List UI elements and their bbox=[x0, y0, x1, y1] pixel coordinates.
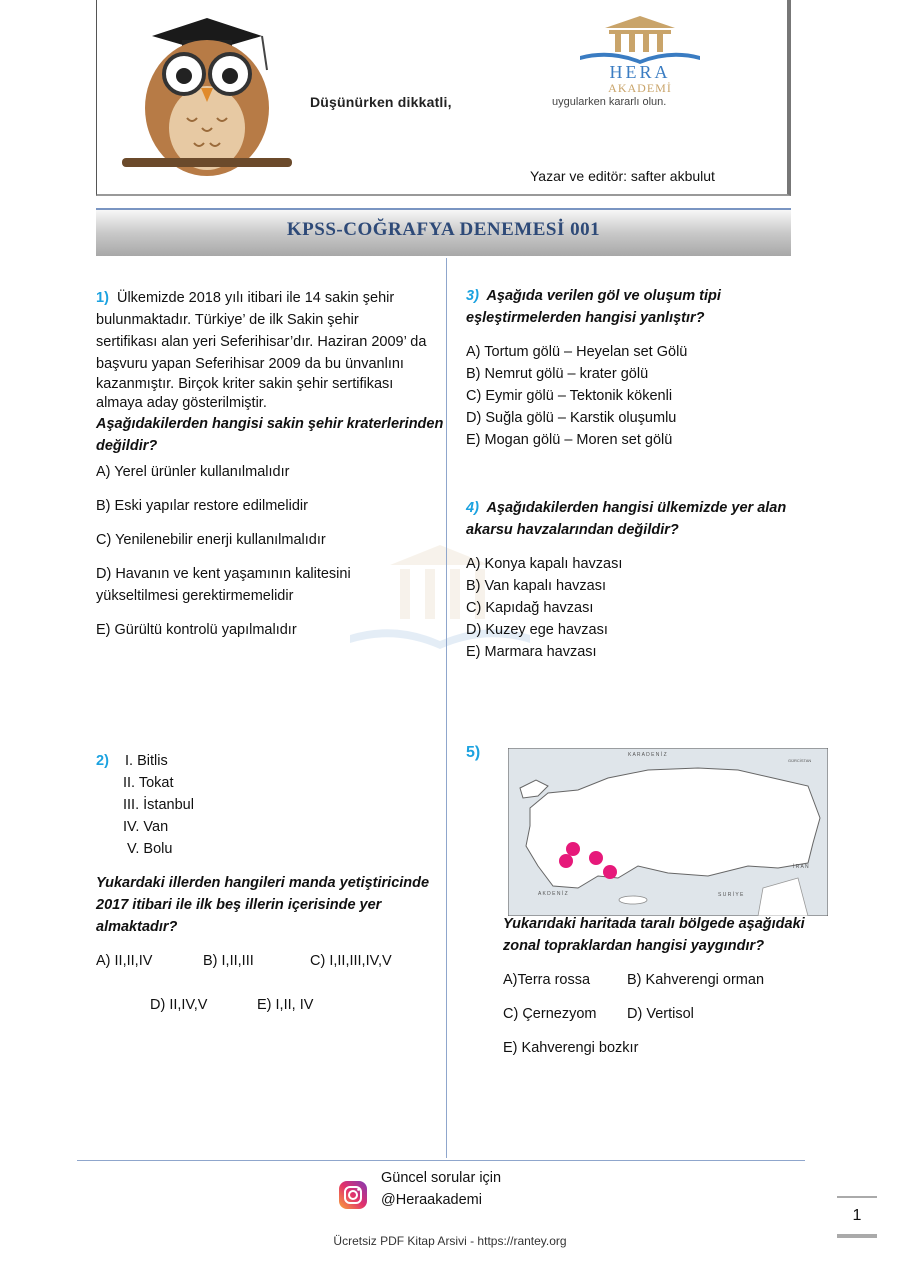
list-item: II. Tokat bbox=[123, 775, 174, 791]
answer-option-b: B) I,II,III bbox=[203, 953, 254, 969]
question-number: 1) bbox=[96, 290, 109, 306]
question-number: 4) bbox=[466, 500, 479, 516]
list-item: IV. Van bbox=[123, 819, 169, 835]
answer-option-a: A) Yerel ürünler kullanılmalıdır bbox=[96, 464, 290, 480]
map-label-south-sea: A K D E N İ Z bbox=[538, 891, 568, 897]
question-text-line: sertifikası alan yeri Seferihisar’dır. Haziran 2009’ da bbox=[96, 334, 427, 350]
answer-option-c: C) I,II,III,IV,V bbox=[310, 953, 392, 969]
question-prompt-line: akarsu havzalarından değildir? bbox=[466, 522, 679, 538]
question-number: 5) bbox=[466, 744, 481, 761]
answer-option-d: D) Kuzey ege havzası bbox=[466, 622, 608, 638]
list-item: V. Bolu bbox=[123, 841, 173, 857]
question-prompt-line: 2017 itibari ile ilk beş illerin içerisinde yer bbox=[96, 897, 382, 913]
answer-option-c: C) Kapıdağ havzası bbox=[466, 600, 594, 616]
map-marker bbox=[566, 842, 580, 856]
answer-option-c: C) Eymir gölü – Tektonik kökenli bbox=[466, 388, 673, 404]
page-number: 1 bbox=[837, 1196, 877, 1238]
footer-instagram-handle[interactable]: @Heraakademi bbox=[381, 1192, 482, 1208]
answer-option-d: D) Vertisol bbox=[627, 1006, 694, 1022]
map-label-georgia: GÜRCİSTAN bbox=[788, 758, 812, 763]
answer-option-d-cont: yükseltilmesi gerektirmemelidir bbox=[96, 588, 294, 604]
question-4 bbox=[466, 497, 806, 663]
question-prompt-line: Yukardaki illerden hangileri manda yetiştiricinde bbox=[96, 875, 430, 891]
footer-line1: Güncel sorular için bbox=[381, 1170, 502, 1186]
answer-option-a: A) Konya kapalı havzası bbox=[466, 556, 623, 572]
answer-option-b: B) Nemrut gölü – krater gölü bbox=[466, 366, 649, 382]
answer-option-d: D) Havanın ve kent yaşamının kalitesini bbox=[96, 566, 351, 582]
author-line: Yazar ve editör: safter akbulut bbox=[530, 168, 715, 184]
page-title: KPSS-COĞRAFYA DENEMESİ 001 bbox=[286, 219, 601, 240]
question-prompt-line: Aşağıdakilerden hangisi ülkemizde yer alan bbox=[486, 500, 787, 516]
slogan-rest: uygularken kararlı olun. bbox=[552, 96, 667, 108]
footer-divider bbox=[77, 1160, 805, 1161]
list-item: I. Bitlis bbox=[125, 753, 168, 769]
answer-option-b: B) Kahverengi orman bbox=[627, 972, 765, 988]
answer-option-e: E) I,II, IV bbox=[257, 997, 314, 1013]
answer-option-a: A) II,II,IV bbox=[96, 953, 153, 969]
answer-option-a: A) Tortum gölü – Heyelan set Gölü bbox=[466, 344, 688, 360]
answer-option-d: D) II,IV,V bbox=[150, 997, 208, 1013]
answer-option-e: E) Kahverengi bozkır bbox=[503, 1040, 639, 1056]
answer-option-e: E) Marmara havzası bbox=[466, 644, 597, 660]
answer-option-c: C) Yenilenebilir enerji kullanılmalıdır bbox=[96, 532, 326, 548]
answer-option-e: E) Gürültü kontrolü yapılmalıdır bbox=[96, 622, 297, 638]
question-number: 2) bbox=[96, 753, 109, 769]
question-1 bbox=[96, 287, 446, 641]
source-line: Ücretsiz PDF Kitap Arsivi - https://rantey.org bbox=[333, 1234, 567, 1248]
map-marker bbox=[603, 865, 617, 879]
answer-option-b: B) Eski yapılar restore edilmelidir bbox=[96, 498, 308, 514]
answer-option-e: E) Mogan gölü – Moren set gölü bbox=[466, 432, 673, 448]
question-text-line: bulunmaktadır. Türkiye’ de ilk Sakin şehir bbox=[96, 312, 359, 328]
question-text-line: kazanmıştır. Birçok kriter sakin şehir sertifikası bbox=[96, 376, 394, 392]
map-marker bbox=[559, 854, 573, 868]
question-text-line: başvuru yapan Seferihisar 2009 da bu ünvanlını bbox=[96, 356, 404, 372]
question-prompt-line: zonal topraklardan hangisi yaygındır? bbox=[503, 938, 765, 954]
turkey-map bbox=[508, 748, 828, 916]
question-text-line: Ülkemizde 2018 yılı itibari ile 14 sakin şehir bbox=[116, 290, 395, 306]
brand-line2: AKADEMİ bbox=[608, 81, 672, 94]
question-prompt-line: Yukarıdaki haritada taralı bölgede aşağıdaki bbox=[503, 916, 805, 932]
question-prompt-line: değildir? bbox=[96, 438, 158, 454]
answer-option-d: D) Suğla gölü – Karstik oluşumlu bbox=[466, 410, 677, 426]
question-number: 3) bbox=[466, 288, 479, 304]
answer-option-c: C) Çernezyom bbox=[503, 1006, 597, 1022]
slogan-bold: Düşünürken dikkatli, bbox=[310, 94, 452, 110]
hera-akademi-logo-icon bbox=[575, 14, 705, 94]
map-label-iran: İ R A N bbox=[793, 864, 809, 870]
answer-option-b: B) Van kapalı havzası bbox=[466, 578, 606, 594]
question-5 bbox=[503, 913, 833, 1059]
brand-line1: HERA bbox=[609, 62, 671, 82]
list-item: III. İstanbul bbox=[123, 797, 194, 813]
question-2 bbox=[96, 750, 446, 1016]
question-prompt-line: almaktadır? bbox=[96, 919, 178, 935]
question-prompt-line: Aşağıdakilerden hangisi sakin şehir kraterlerinden bbox=[96, 416, 444, 432]
instagram-icon[interactable] bbox=[338, 1180, 368, 1210]
question-3 bbox=[466, 285, 806, 451]
column-divider bbox=[446, 258, 447, 1158]
map-label-north-sea: K A R A D E N İ Z bbox=[628, 752, 667, 758]
question-prompt-line: Aşağıda verilen göl ve oluşum tipi bbox=[486, 288, 721, 304]
map-marker bbox=[589, 851, 603, 865]
answer-option-a: A)Terra rossa bbox=[503, 972, 591, 988]
owl-mascot-icon bbox=[112, 8, 302, 183]
question-prompt-line: eşleştirmelerden hangisi yanlıştır? bbox=[466, 310, 705, 326]
map-label-syria: S U R İ Y E bbox=[718, 892, 744, 898]
question-text-line: almaya aday gösterilmiştir. bbox=[96, 395, 267, 411]
